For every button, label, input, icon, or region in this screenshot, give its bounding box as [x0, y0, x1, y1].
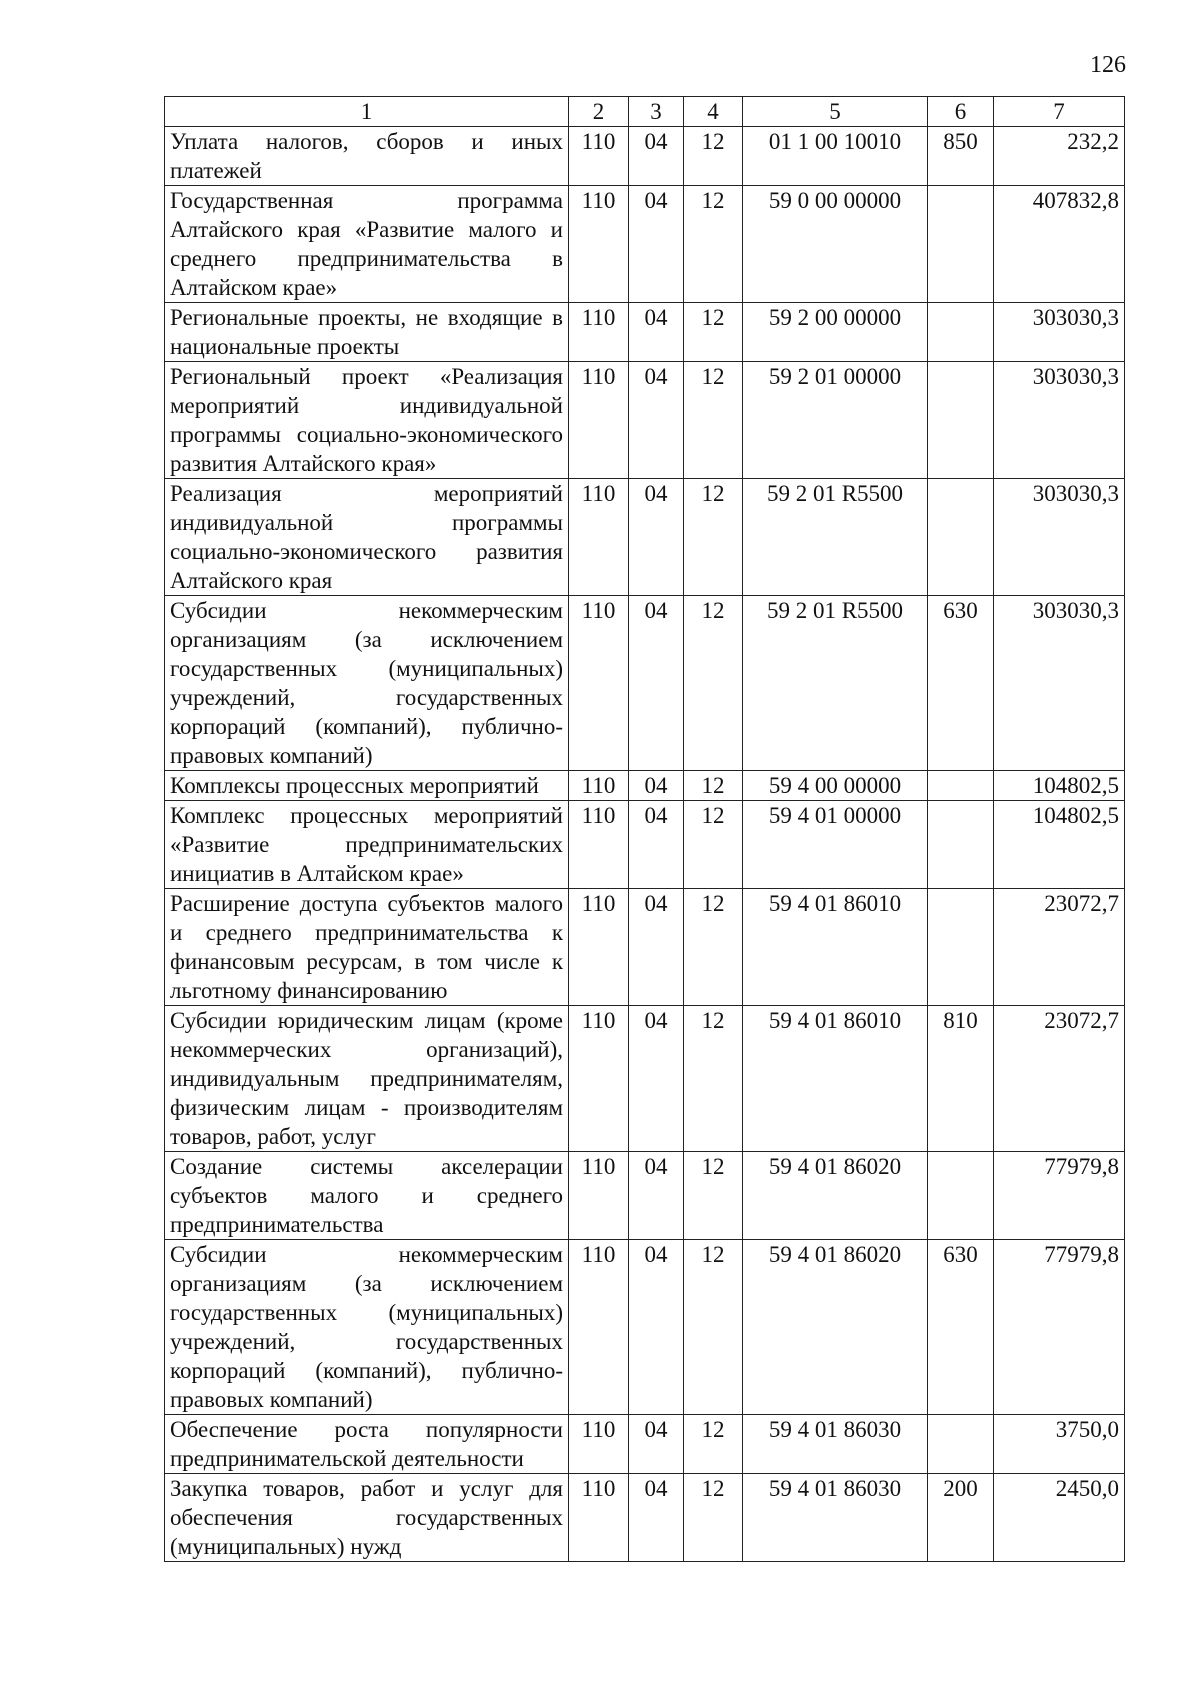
row-subsection-cell: 12: [684, 127, 743, 186]
row-ministry-code-cell: 110: [569, 1152, 629, 1240]
row-target-article-cell: 59 4 01 86020: [743, 1152, 928, 1240]
row-amount-cell: 232,2: [994, 127, 1125, 186]
row-subsection-cell: 12: [684, 1152, 743, 1240]
row-amount-cell: 104802,5: [994, 801, 1125, 889]
row-subsection-cell: 12: [684, 771, 743, 801]
row-expense-type-cell: [928, 1415, 994, 1474]
column-header-4: 4: [684, 97, 743, 127]
row-section-cell: 04: [629, 1152, 684, 1240]
row-subsection-cell: 12: [684, 479, 743, 596]
row-name-cell: Реализация мероприятий индивидуальной программы социально-экономического развития Алтайского края: [165, 479, 569, 596]
row-target-article-cell: 59 2 01 R5500: [743, 479, 928, 596]
row-name-cell: Региональный проект «Реализация мероприятий индивидуальной программы социально-экономического развития Алтайского края»: [165, 362, 569, 479]
row-name-cell: Субсидии некоммерческим организациям (за исключением государственных (муниципальных) учреждений, государственных корпораций (компаний), публично-правовых компаний): [165, 1240, 569, 1415]
table-row: [165, 596, 1125, 771]
row-name-cell: Государственная программа Алтайского края «Развитие малого и среднего предпринимательства в Алтайском крае»: [165, 186, 569, 303]
row-expense-type-cell: [928, 1152, 994, 1240]
row-ministry-code-cell: 110: [569, 801, 629, 889]
row-target-article-cell: 59 2 01 R5500: [743, 596, 928, 771]
column-header-6: 6: [928, 97, 994, 127]
row-ministry-code-cell: 110: [569, 596, 629, 771]
row-amount-cell: 303030,3: [994, 362, 1125, 479]
table-row: [165, 1415, 1125, 1474]
page-number: 126: [1090, 52, 1126, 78]
row-expense-type-cell: 200: [928, 1474, 994, 1562]
row-expense-type-cell: [928, 362, 994, 479]
row-section-cell: 04: [629, 596, 684, 771]
row-name-cell: Региональные проекты, не входящие в национальные проекты: [165, 303, 569, 362]
row-expense-type-cell: 630: [928, 596, 994, 771]
table-row: [165, 801, 1125, 889]
column-header-7: 7: [994, 97, 1125, 127]
row-amount-cell: 77979,8: [994, 1152, 1125, 1240]
row-name-cell: Субсидии юридическим лицам (кроме некоммерческих организаций), индивидуальным предпринимателям, физическим лицам - производителям товаров, работ, услуг: [165, 1006, 569, 1152]
row-expense-type-cell: 850: [928, 127, 994, 186]
row-ministry-code-cell: 110: [569, 1474, 629, 1562]
row-expense-type-cell: [928, 771, 994, 801]
column-header-2: 2: [569, 97, 629, 127]
budget-table: [164, 96, 1125, 1562]
row-subsection-cell: 12: [684, 1415, 743, 1474]
row-name-cell: Расширение доступа субъектов малого и среднего предпринимательства к финансовым ресурсам, в том числе к льготному финансированию: [165, 889, 569, 1006]
row-target-article-cell: 59 4 01 86010: [743, 1006, 928, 1152]
column-header-5: 5: [743, 97, 928, 127]
row-ministry-code-cell: 110: [569, 186, 629, 303]
row-section-cell: 04: [629, 889, 684, 1006]
row-amount-cell: 303030,3: [994, 303, 1125, 362]
row-ministry-code-cell: 110: [569, 1415, 629, 1474]
table-row: [165, 479, 1125, 596]
row-target-article-cell: 59 4 00 00000: [743, 771, 928, 801]
row-section-cell: 04: [629, 771, 684, 801]
row-section-cell: 04: [629, 479, 684, 596]
row-expense-type-cell: 630: [928, 1240, 994, 1415]
table-row: [165, 362, 1125, 479]
row-ministry-code-cell: 110: [569, 771, 629, 801]
row-ministry-code-cell: 110: [569, 1006, 629, 1152]
row-subsection-cell: 12: [684, 186, 743, 303]
table-row: [165, 303, 1125, 362]
row-name-cell: Обеспечение роста популярности предпринимательской деятельности: [165, 1415, 569, 1474]
row-section-cell: 04: [629, 801, 684, 889]
row-section-cell: 04: [629, 1006, 684, 1152]
row-section-cell: 04: [629, 127, 684, 186]
row-subsection-cell: 12: [684, 362, 743, 479]
row-name-cell: Комплекс процессных мероприятий «Развитие предпринимательских инициатив в Алтайском крае»: [165, 801, 569, 889]
row-amount-cell: 23072,7: [994, 1006, 1125, 1152]
table-body: [165, 127, 1125, 1562]
row-target-article-cell: 01 1 00 10010: [743, 127, 928, 186]
row-ministry-code-cell: 110: [569, 1240, 629, 1415]
row-amount-cell: 104802,5: [994, 771, 1125, 801]
row-name-cell: Комплексы процессных мероприятий: [165, 771, 569, 801]
row-subsection-cell: 12: [684, 1474, 743, 1562]
row-target-article-cell: 59 2 01 00000: [743, 362, 928, 479]
row-subsection-cell: 12: [684, 303, 743, 362]
row-amount-cell: 23072,7: [994, 889, 1125, 1006]
row-ministry-code-cell: 110: [569, 889, 629, 1006]
row-name-cell: Субсидии некоммерческим организациям (за исключением государственных (муниципальных) учреждений, государственных корпораций (компаний), публично-правовых компаний): [165, 596, 569, 771]
row-amount-cell: 3750,0: [994, 1415, 1125, 1474]
row-amount-cell: 303030,3: [994, 479, 1125, 596]
row-amount-cell: 407832,8: [994, 186, 1125, 303]
table-row: [165, 889, 1125, 1006]
row-expense-type-cell: [928, 186, 994, 303]
row-ministry-code-cell: 110: [569, 479, 629, 596]
row-expense-type-cell: [928, 303, 994, 362]
row-section-cell: 04: [629, 303, 684, 362]
table-row: [165, 186, 1125, 303]
row-expense-type-cell: 810: [928, 1006, 994, 1152]
row-ministry-code-cell: 110: [569, 362, 629, 479]
row-name-cell: Уплата налогов, сборов и иных платежей: [165, 127, 569, 186]
table-row: [165, 1240, 1125, 1415]
row-amount-cell: 77979,8: [994, 1240, 1125, 1415]
row-section-cell: 04: [629, 362, 684, 479]
row-target-article-cell: 59 2 00 00000: [743, 303, 928, 362]
row-section-cell: 04: [629, 1474, 684, 1562]
table-header-row: [165, 97, 1125, 127]
row-target-article-cell: 59 4 01 86030: [743, 1474, 928, 1562]
row-subsection-cell: 12: [684, 801, 743, 889]
row-target-article-cell: 59 4 01 00000: [743, 801, 928, 889]
table-row: [165, 127, 1125, 186]
row-section-cell: 04: [629, 1240, 684, 1415]
row-ministry-code-cell: 110: [569, 127, 629, 186]
row-target-article-cell: 59 4 01 86010: [743, 889, 928, 1006]
row-amount-cell: 2450,0: [994, 1474, 1125, 1562]
row-ministry-code-cell: 110: [569, 303, 629, 362]
table-row: [165, 771, 1125, 801]
row-subsection-cell: 12: [684, 889, 743, 1006]
row-target-article-cell: 59 4 01 86020: [743, 1240, 928, 1415]
table-row: [165, 1006, 1125, 1152]
row-expense-type-cell: [928, 889, 994, 1006]
row-subsection-cell: 12: [684, 1006, 743, 1152]
row-subsection-cell: 12: [684, 1240, 743, 1415]
table-row: [165, 1474, 1125, 1562]
column-header-1: 1: [165, 97, 569, 127]
row-expense-type-cell: [928, 479, 994, 596]
row-subsection-cell: 12: [684, 596, 743, 771]
row-section-cell: 04: [629, 186, 684, 303]
row-target-article-cell: 59 0 00 00000: [743, 186, 928, 303]
row-amount-cell: 303030,3: [994, 596, 1125, 771]
row-name-cell: Закупка товаров, работ и услуг для обеспечения государственных (муниципальных) нужд: [165, 1474, 569, 1562]
table-row: [165, 1152, 1125, 1240]
column-header-3: 3: [629, 97, 684, 127]
row-section-cell: 04: [629, 1415, 684, 1474]
row-name-cell: Создание системы акселерации субъектов малого и среднего предпринимательства: [165, 1152, 569, 1240]
row-target-article-cell: 59 4 01 86030: [743, 1415, 928, 1474]
row-expense-type-cell: [928, 801, 994, 889]
